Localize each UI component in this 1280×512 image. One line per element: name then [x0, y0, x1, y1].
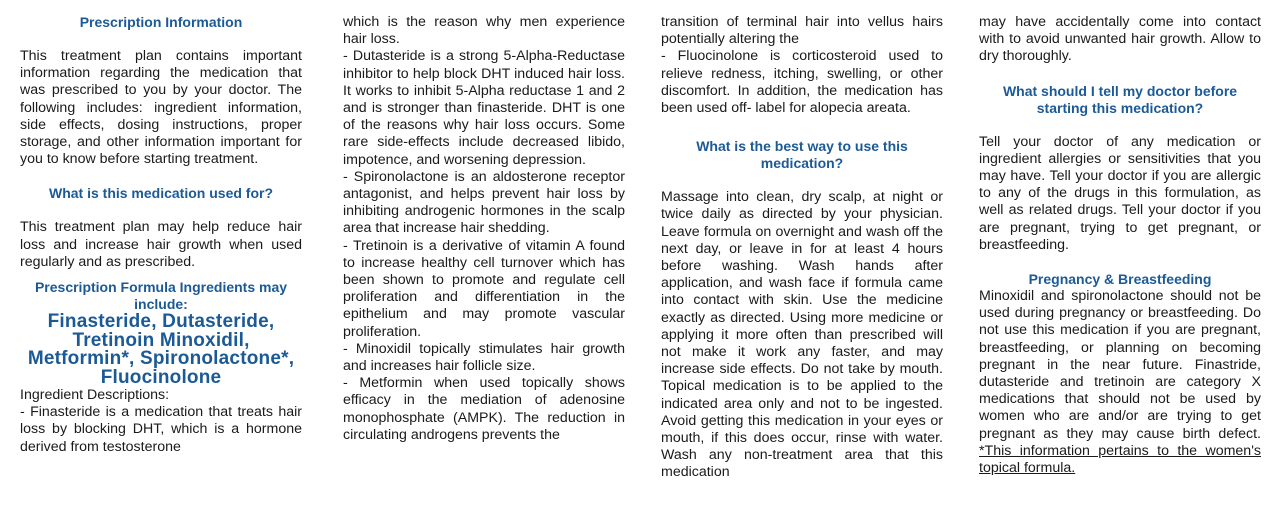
metformin-description-continued: transition of terminal hair into vellus hairs potentially altering the: [661, 14, 943, 48]
ingredient-descriptions-label: Ingredient Descriptions:: [20, 387, 170, 404]
ingredient-list: Finasteride, Dutasteride, Tretinoin Minoxidil, Metformin*, Spironolactone*, Fluocinolone: [27, 311, 295, 388]
column-4: [979, 14, 1261, 477]
usage-instructions-continued: may have accidentally come into contact with to avoid unwanted hair growth. Allow to dry thoroughly.: [979, 14, 1261, 65]
heading-best-way-to-use: What is the best way to use this medication?: [696, 138, 908, 172]
finasteride-description-continued: which is the reason why men experience hair loss.: [343, 14, 625, 48]
minoxidil-description: - Minoxidil topically stimulates hair growth and increases hair follicle size.: [343, 340, 625, 375]
prescription-information-text: This treatment plan contains important information regarding the medication that was prescribed to you by your doctor. The following includes: ingredient information, side effects, dosing instructions, proper storage, and other information important for you to know before starting treatment.: [20, 48, 302, 168]
finasteride-description: - Finasteride is a medication that treats hair loss by blocking DHT, which is a hormone derived from testosterone: [20, 404, 302, 455]
spironolactone-description: - Spironolactone is an aldosterone receptor antagonist, and helps prevent hair loss by inhibiting androgenic hormones in the scalp area that increase hair shedding.: [343, 168, 625, 237]
pregnancy-warning: Minoxidil and spironolactone should not be used during pregnancy or breastfeeding. Do not use this medication if you are pregnant, breastfeeding, or planning on becoming pregnant in the near future. Finastride, dutasteride and tretinoin are category X medications that should not be used by women who are and/or are trying to get pregnant as they may cause birth defect.: [979, 288, 1261, 442]
usage-instructions-text: Massage into clean, dry scalp, at night or twice daily as directed by your physician. Leave formula on overnight and wash off the next day, or leave in for at least 4 hours before washing. Wash hands after application, and wash face if formula came into contact with skin. Use the medicine exactly as directed. Using more medicine or applying it more often than prescribed will not make it work any faster, and may increase side effects. Do not take by mouth. Topical medication is to be applied to the indicated area only and not to be ingested. Avoid getting this medication in your eyes or mouth, if this does occur, rinse with water. Wash any non-treatment area that this medication: [661, 189, 943, 481]
heading-medication-use: What is this medication used for?: [48, 185, 274, 202]
dutasteride-description: - Dutasteride is a strong 5-Alpha-Reductase inhibitor to help block DHT induced hair loss. It works to inhibit 5-Alpha reductase 1 and 2 and is stronger than finasteride. DHT is one of the reasons why hair loss occurs. Some rare side-effects include decreased libido, impotence, and worsening depression.: [343, 48, 625, 168]
heading-formula-ingredients: Prescription Formula Ingredients may include:: [34, 279, 288, 313]
pregnancy-text: [979, 288, 1261, 477]
column-2: [343, 14, 625, 444]
heading-tell-doctor: What should I tell my doctor before starting this medication?: [1002, 82, 1238, 116]
column-3: [661, 14, 943, 482]
formula-note: *This information pertains to the women's topical formula.: [979, 442, 1261, 477]
column-1: [20, 14, 302, 456]
heading-prescription-information: Prescription Information: [79, 14, 243, 30]
tretinoin-description: - Tretinoin is a derivative of vitamin A found to increase healthy cell turnover which has been shown to promote and regulate cell proliferation and differentiation in the epithelium and may promote vascular proliferation.: [343, 237, 625, 340]
fluocinolone-description: - Fluocinolone is corticosteroid used to relieve redness, itching, swelling, or other discomfort. In addition, the medication has been used off- label for alopecia areata.: [661, 48, 943, 117]
tell-doctor-text: Tell your doctor of any medication or ingredient allergies or sensitivities that you may have. Tell your doctor if you are allergic to any of the drugs in this formulation, as well as related drugs. Tell your doctor if you are pregnant, trying to get pregnant, or breastfeeding.: [979, 133, 1261, 253]
metformin-description: - Metformin when used topically shows efficacy in the mediation of adenosine monophosphate (AMPK). The reduction in circulating androgens prevents the: [343, 375, 625, 443]
heading-pregnancy-breastfeeding: Pregnancy & Breastfeeding: [1028, 271, 1212, 288]
medication-use-text: This treatment plan may help reduce hair loss and increase hair growth when used regularly and as prescribed.: [20, 219, 302, 270]
